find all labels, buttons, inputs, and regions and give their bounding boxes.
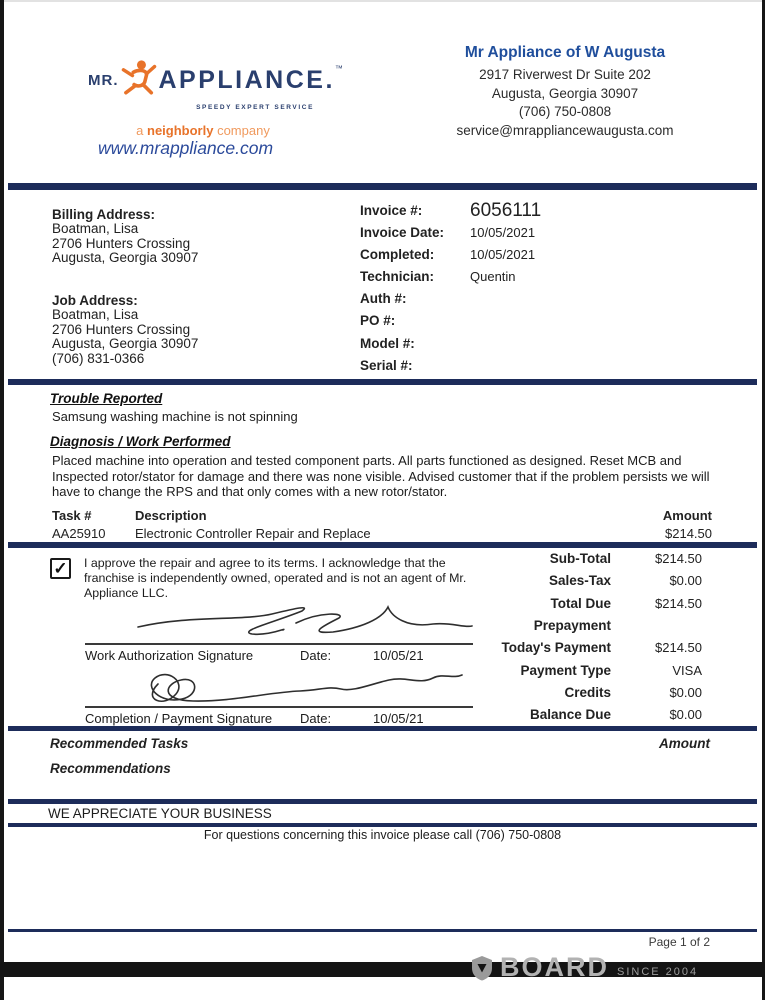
totals-value xyxy=(611,618,702,640)
totals-value: $214.50 xyxy=(655,595,702,611)
totals-value: $0.00 xyxy=(669,573,702,589)
company-city: Augusta, Georgia 30907 xyxy=(491,85,639,101)
neighborly-name: neighborly xyxy=(147,123,214,138)
invoice-field-label: Technician: xyxy=(360,269,435,285)
watermark-bar xyxy=(0,952,765,982)
diagnosis-text: Placed machine into operation and tested component parts. All parts functioned as designed. Reset MCB and Inspected rotor/stator for damage and there was none visible. Advised customer that if the problem persists we will have to change the RPS and that only comes with a new rotor/stator. xyxy=(52,453,710,500)
totals-value: VISA xyxy=(672,662,702,678)
invoice-field-value: 10/05/2021 xyxy=(470,225,536,241)
totals-value: $214.50 xyxy=(655,551,702,566)
billing-address xyxy=(52,208,352,266)
divider-bar xyxy=(8,823,757,827)
billing-label: Billing Address: xyxy=(52,207,156,222)
billing-line: Augusta, Georgia 30907 xyxy=(52,250,199,266)
job-line: Augusta, Georgia 30907 xyxy=(52,336,199,352)
approval-text: I approve the repair and agree to its terms. I acknowledge that the franchise is independently owned, operated and is not an agent of Mr. Appliance LLC. xyxy=(84,556,467,600)
recommended-tasks-header xyxy=(50,736,710,751)
approval-section xyxy=(50,556,490,601)
job-label: Job Address: xyxy=(52,293,138,308)
neighborly-line xyxy=(88,123,318,138)
page-number: Page 1 of 2 xyxy=(648,935,710,949)
totals-row xyxy=(480,663,702,685)
website-link[interactable]: www.mrappliance.com xyxy=(98,138,274,158)
invoice-field-row xyxy=(360,247,720,269)
invoice-field-label: Completed: xyxy=(360,247,435,263)
signature-caption-row xyxy=(85,711,473,726)
task-amount: $214.50 xyxy=(665,526,712,541)
job-line: 2706 Hunters Crossing xyxy=(52,321,191,337)
invoice-number: 6056111 xyxy=(470,200,542,221)
appreciate-text: WE APPRECIATE YOUR BUSINESS xyxy=(48,806,272,821)
invoice-field-label: PO #: xyxy=(360,313,396,329)
approval-checkbox[interactable] xyxy=(50,558,71,579)
invoice-field-row xyxy=(360,225,720,247)
divider-bar xyxy=(8,799,757,804)
task-num-header: Task # xyxy=(52,508,92,523)
neighborly-suffix: company xyxy=(213,123,270,138)
job-line: Boatman, Lisa xyxy=(52,307,139,323)
board-watermark xyxy=(470,952,698,983)
logo-mr-text: MR. xyxy=(88,72,119,89)
signature-date: 10/05/21 xyxy=(373,711,424,726)
trouble-heading: Trouble Reported xyxy=(50,391,163,406)
totals-label: Balance Due xyxy=(529,707,611,723)
totals-value: $214.50 xyxy=(655,640,702,656)
totals-label: Today's Payment xyxy=(501,640,611,656)
company-email: service@mrappliancewaugusta.com xyxy=(456,122,674,138)
recommended-heading: Recommended Tasks xyxy=(50,736,189,751)
totals-label: Payment Type xyxy=(520,662,611,678)
logo-appliance-text: APPLIANCE. xyxy=(158,66,335,94)
left-edge xyxy=(0,0,4,1000)
task-num: AA25910 xyxy=(52,526,106,541)
neighborly-prefix: a xyxy=(136,123,147,138)
totals-row xyxy=(480,640,702,662)
task-table-row xyxy=(52,526,712,541)
totals-label: Sales-Tax xyxy=(548,573,611,589)
work-authorization-signature-image xyxy=(120,597,480,643)
invoice-field-row xyxy=(360,200,720,225)
signature-line xyxy=(85,643,473,645)
company-address: 2917 Riverwest Dr Suite 202 xyxy=(479,67,651,82)
job-address xyxy=(52,294,352,366)
invoice-field-row xyxy=(360,291,720,313)
completion-payment-signature-image xyxy=(100,662,480,706)
company-phone: (706) 750-0808 xyxy=(518,104,612,119)
signature-line xyxy=(85,706,473,708)
logo-trademark: ™ xyxy=(334,64,343,73)
billing-line: Boatman, Lisa xyxy=(52,221,139,237)
board-since-text: SINCE 2004 xyxy=(617,966,699,978)
invoice-meta xyxy=(360,200,720,380)
divider-bar xyxy=(8,183,757,190)
totals-label: Sub-Total xyxy=(549,551,611,566)
totals-row xyxy=(480,685,702,707)
invoice-field-value: 10/05/2021 xyxy=(470,247,536,263)
invoice-field-label: Model #: xyxy=(360,335,415,351)
signature-caption-row xyxy=(85,648,473,663)
invoice-field-row xyxy=(360,336,720,358)
invoice-field-row xyxy=(360,358,720,380)
invoice-field-label: Invoice Date: xyxy=(360,225,445,241)
totals-row xyxy=(480,618,702,640)
company-name: Mr Appliance of W Augusta xyxy=(464,44,666,61)
board-brand-text: BOARD xyxy=(500,952,609,982)
checkmark-icon: ✓ xyxy=(53,558,68,578)
task-desc-header: Description xyxy=(135,508,207,523)
totals-value: $0.00 xyxy=(669,707,702,723)
totals-table xyxy=(480,551,702,730)
divider-bar xyxy=(8,542,757,548)
invoice-field-label: Auth #: xyxy=(360,291,407,307)
totals-label: Prepayment xyxy=(533,618,611,634)
invoice-field-row xyxy=(360,313,720,335)
invoice-field-label: Invoice #: xyxy=(360,203,423,218)
job-line: (706) 831-0366 xyxy=(52,350,145,366)
recommendations-header xyxy=(50,761,710,776)
invoice-field-value: Quentin xyxy=(470,269,516,285)
signature-date: 10/05/21 xyxy=(373,648,424,663)
totals-row xyxy=(480,573,702,595)
signature-label: Completion / Payment Signature xyxy=(85,711,273,726)
signature-label: Work Authorization Signature xyxy=(85,648,254,663)
divider-bar xyxy=(8,929,757,932)
task-desc: Electronic Controller Repair and Replace xyxy=(135,526,371,541)
brand-logo xyxy=(88,58,343,138)
board-shield-icon xyxy=(470,955,494,981)
divider-bar xyxy=(8,379,757,385)
running-man-icon xyxy=(121,58,157,103)
task-table-header xyxy=(52,508,712,523)
invoice-field-row xyxy=(360,269,720,291)
signature-date-label: Date: xyxy=(300,711,332,726)
trouble-text: Samsung washing machine is not spinning xyxy=(52,409,298,424)
company-info xyxy=(400,44,730,140)
top-edge xyxy=(0,0,765,2)
invoice-field-label: Serial #: xyxy=(360,357,413,373)
totals-label: Credits xyxy=(564,685,611,701)
questions-text: For questions concerning this invoice please call (706) 750-0808 xyxy=(203,828,562,842)
signature-date-label: Date: xyxy=(300,648,332,663)
totals-row xyxy=(480,551,702,573)
logo-tagline: SPEEDY EXPERT SERVICE xyxy=(196,104,314,111)
billing-line: 2706 Hunters Crossing xyxy=(52,235,191,251)
totals-row xyxy=(480,596,702,618)
recommended-amount-header: Amount xyxy=(659,736,710,751)
recommendations-heading: Recommendations xyxy=(50,761,171,776)
divider-bar xyxy=(8,726,757,731)
totals-value: $0.00 xyxy=(669,685,702,701)
totals-label: Total Due xyxy=(550,595,611,611)
task-amount-header: Amount xyxy=(662,508,712,523)
diagnosis-heading: Diagnosis / Work Performed xyxy=(50,434,231,449)
